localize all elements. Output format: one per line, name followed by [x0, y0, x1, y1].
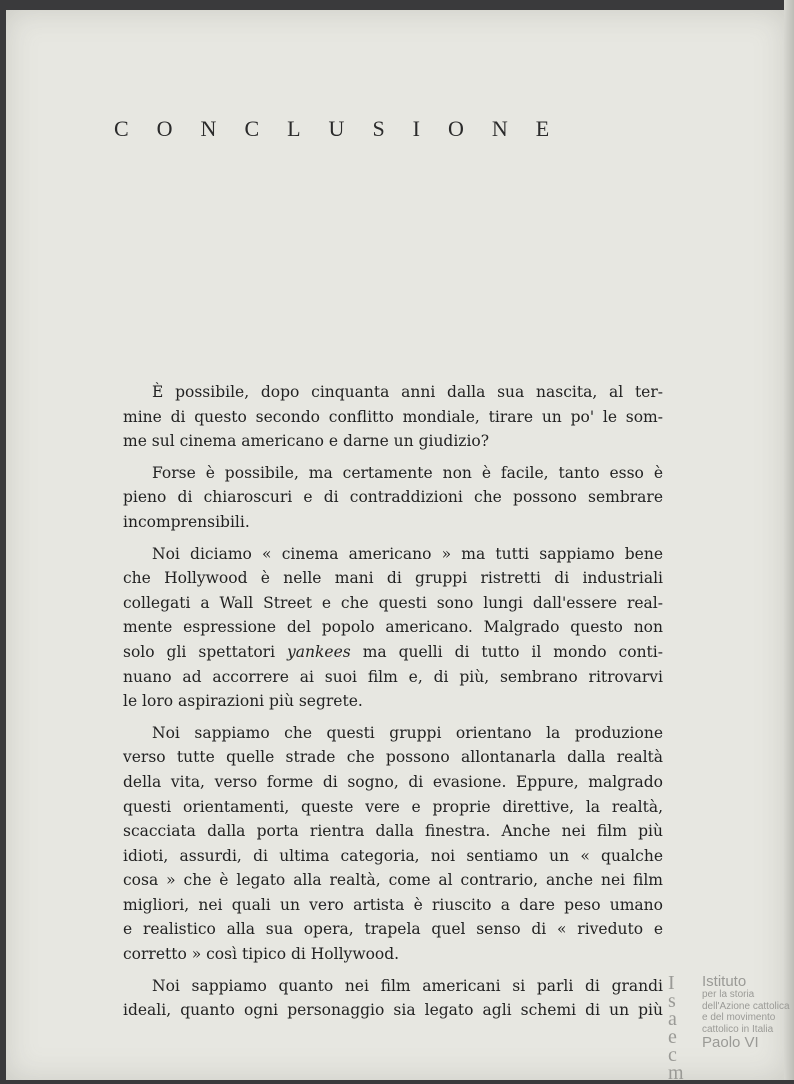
text-line: migliori, nei quali un vero artista è riuscito a dare peso umano: [123, 895, 663, 914]
text-line: le loro aspirazioni più segrete.: [123, 692, 363, 711]
italic-word: yankees: [287, 642, 351, 661]
chapter-heading: CONCLUSIONE: [114, 116, 578, 141]
text-line: Noi sappiamo quanto nei film americani si parli di grandi: [152, 976, 663, 995]
archive-watermark: [668, 972, 792, 1084]
text-line: Forse è possibile, ma certamente non è facile, tanto esso è: [152, 463, 663, 482]
text-line: mine di questo secondo conflitto mondiale, tirare un po' le som-: [123, 407, 663, 426]
text-line: corretto » così tipico di Hollywood.: [123, 945, 400, 964]
page-edge: [784, 0, 794, 1080]
text-line: scacciata dalla porta rientra dalla finestra. Anche nei film più: [123, 822, 663, 841]
body-text: [123, 380, 663, 1023]
text-line: pieno di chiaroscuri e di contraddizioni che possono sembrare: [123, 488, 663, 507]
text-line: Noi sappiamo che questi gruppi orientano la produzione: [152, 723, 663, 742]
text-line: collegati a Wall Street e che questi sono lungi dall'essere real-: [123, 593, 663, 612]
text-segment: ma quelli di tutto il mondo conti-: [362, 642, 663, 661]
text-line: della vita, verso forme di sogno, di evasione. Eppure, malgrado: [123, 772, 663, 791]
text-line: cosa » che è legato alla realtà, come al contrario, anche nei film: [123, 871, 663, 890]
text-line: mente espressione del popolo americano. Malgrado questo non: [123, 618, 663, 637]
text-line: me sul cinema americano e darne un giudizio?: [123, 432, 490, 451]
text-line: idioti, assurdi, di ultima categoria, noi sentiamo un « qualche: [123, 846, 663, 865]
text-line: Noi diciamo « cinema americano » ma tutti sappiamo bene: [152, 544, 663, 563]
text-line: che Hollywood è nelle mani di gruppi ristretti di industriali: [123, 569, 663, 588]
text-line: nuano ad accorrere ai suoi film e, di più, sembrano ritrovarvi: [123, 667, 663, 686]
text-line: verso tutte quelle strade che possono allontanarla dalla realtà: [123, 748, 663, 767]
text-line: ideali, quanto ogni personaggio sia legato agli schemi di un più: [123, 1001, 663, 1020]
watermark-text: Istituto per la storia dell'Azione cattolica e del movimento cattolico in Italia Paolo VI: [702, 973, 790, 1051]
text-segment: solo gli spettatori: [123, 642, 276, 661]
watermark-logo-letters: I s a e c m: [668, 972, 684, 1084]
text-line: questi orientamenti, queste vere e proprie direttive, la realtà,: [123, 797, 663, 816]
text-line-mixed: [123, 640, 663, 665]
text-line: È possibile, dopo cinquanta anni dalla sua nascita, al ter-: [152, 383, 663, 401]
text-line: incomprensibili.: [123, 512, 250, 531]
text-line: e realistico alla sua opera, trapela quel senso di « riveduto e: [123, 920, 663, 939]
